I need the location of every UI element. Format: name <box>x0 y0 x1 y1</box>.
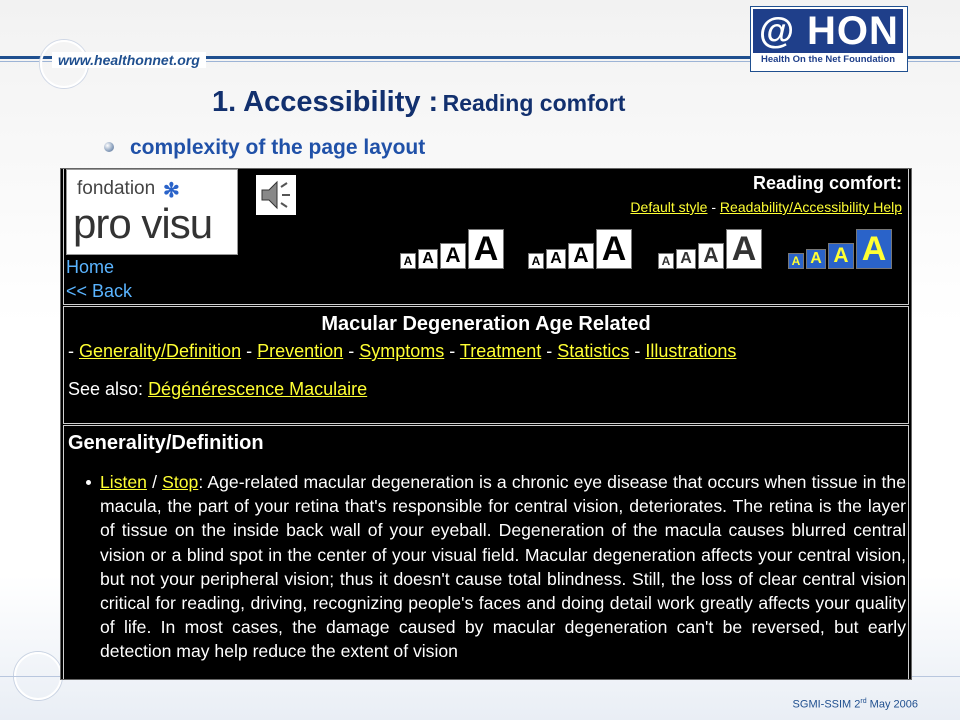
font-size-medium-button[interactable]: A <box>418 249 438 269</box>
nav-link-prevention[interactable]: Prevention <box>257 341 344 361</box>
font-size-xlarge-button[interactable]: A <box>468 229 504 269</box>
font-size-set-blue <box>788 225 892 269</box>
font-size-xlarge-button[interactable]: A <box>856 229 892 269</box>
article-title: Macular Degeneration Age Related <box>321 313 651 335</box>
article-header-section <box>63 306 909 424</box>
at-sign-icon: @ <box>759 10 795 51</box>
nav-link-treatment[interactable]: Treatment <box>459 341 542 361</box>
font-size-set-contrast <box>528 225 632 269</box>
article-nav: - Generality/Definition - Prevention - Symptoms - Treatment - Statistics - Illustrations <box>68 341 737 361</box>
font-size-small-button[interactable]: A <box>788 253 804 269</box>
page-header-section <box>63 169 909 305</box>
logo-line-1: fondation <box>77 178 156 199</box>
default-style-link[interactable]: Default style <box>630 199 708 215</box>
slide-subtitle: complexity of the page layout <box>130 136 426 159</box>
slide-footer <box>793 698 918 711</box>
speaker-icon[interactable] <box>256 175 296 220</box>
listen-link[interactable]: Listen <box>100 472 147 492</box>
site-url[interactable]: www.healthonnet.org <box>52 52 206 68</box>
nav-link-illustrations[interactable]: Illustrations <box>645 341 737 361</box>
hon-logo-tagline: Health On the Net Foundation <box>760 54 896 65</box>
separator: - <box>707 199 720 215</box>
nav-link-generality[interactable]: Generality/Definition <box>79 341 242 361</box>
slash-separator: / <box>146 472 163 492</box>
font-size-large-button[interactable]: A <box>828 243 854 269</box>
see-also-link[interactable]: Dégénérescence Maculaire <box>148 379 368 399</box>
font-size-set-grey <box>658 225 762 269</box>
list-bullet-icon <box>86 480 91 485</box>
section-title: Generality/Definition <box>68 432 264 454</box>
font-size-xlarge-button[interactable]: A <box>596 229 632 269</box>
slide-title-main: 1. Accessibility : <box>212 86 439 118</box>
footer-ordinal: rd <box>860 698 867 705</box>
back-link[interactable]: << Back <box>66 281 133 301</box>
reading-comfort-label: Reading comfort: <box>752 173 902 193</box>
see-also-label: See also: <box>68 379 149 399</box>
slide-title <box>212 86 625 119</box>
font-size-medium-button[interactable]: A <box>546 249 566 269</box>
font-size-large-button[interactable]: A <box>568 243 594 269</box>
font-size-large-button[interactable]: A <box>440 243 466 269</box>
font-size-medium-button[interactable]: A <box>676 249 696 269</box>
definition-section <box>63 425 909 680</box>
hon-logo <box>750 6 908 72</box>
webpage-screenshot <box>60 168 912 680</box>
bullet-icon <box>104 142 114 152</box>
reading-comfort-links <box>630 199 902 215</box>
stop-link[interactable]: Stop <box>162 472 199 492</box>
font-size-small-button[interactable]: A <box>400 253 416 269</box>
hon-logo-text: HON <box>807 9 899 53</box>
definition-text <box>100 470 906 664</box>
font-size-set-bw <box>400 225 504 269</box>
font-size-small-button[interactable]: A <box>528 253 544 269</box>
logo-rays-icon: ✻ <box>163 180 180 202</box>
footer-suffix: May 2006 <box>866 698 918 711</box>
fondation-pro-visu-logo <box>66 169 238 255</box>
font-size-xlarge-button[interactable]: A <box>726 229 762 269</box>
definition-body: : Age-related macular degeneration is a chronic eye disease that occurs when tissue in the macula, the part of your retina that's responsible for central vision, deteriorates. The retina is the layer of tissue on the inside back wall of your eyeball. Degeneration of the macula causes blurred central vision or a blind spot in the center of your visual field. Macular degeneration affects your central vision, but not your peripheral vision; thus it doesn't cause total blindness. Still, the loss of clear central vision critical for reading, driving, recognizing people's faces and doing detail work greatly affects your quality of life. In most cases, the damage caused by macular degeneration can't be reversed, but early detection may help reduce the extent of vision <box>100 472 906 662</box>
nav-link-symptoms[interactable]: Symptoms <box>359 341 445 361</box>
font-size-large-button[interactable]: A <box>698 243 724 269</box>
footer-prefix: SGMI-SSIM 2 <box>792 698 861 711</box>
slide-title-sub: Reading comfort <box>442 90 626 116</box>
home-link[interactable]: Home <box>66 257 115 277</box>
font-size-small-button[interactable]: A <box>658 253 674 269</box>
nav-link-statistics[interactable]: Statistics <box>557 341 630 361</box>
see-also <box>68 379 367 400</box>
font-size-medium-button[interactable]: A <box>806 249 826 269</box>
accessibility-help-link[interactable]: Readability/Accessibility Help <box>719 199 902 215</box>
logo-line-2: pro visu <box>73 200 213 247</box>
